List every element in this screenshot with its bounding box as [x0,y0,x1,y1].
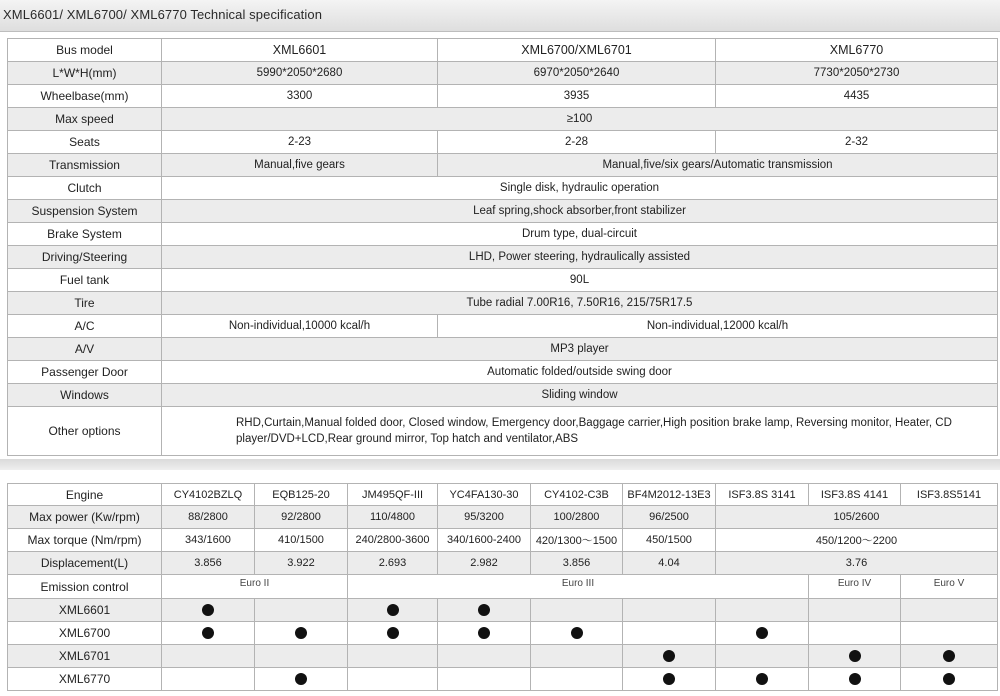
cell-value: 4435 [716,85,998,108]
cell-value: 2.982 [438,552,531,575]
model-engine-cell [438,668,531,691]
bullet-dot-icon [387,604,399,616]
cell-value: Tube radial 7.00R16, 7.50R16, 215/75R17.5 [162,292,998,315]
page-title: XML6601/ XML6700/ XML6770 Technical specification [3,7,323,22]
model-engine-cell [348,645,438,668]
cell-value: 3935 [438,85,716,108]
model-engine-cell [255,622,348,645]
cell-engine: BF4M2012-13E3 [623,484,716,506]
cell-value: Non-individual,12000 kcal/h [438,315,998,338]
bullet-dot-icon [663,650,675,662]
cell-value: 88/2800 [162,506,255,529]
model-row [8,645,998,668]
bullet-dot-icon [295,627,307,639]
cell-label: Fuel tank [8,269,162,292]
cell-label: Other options [8,407,162,456]
spec-row-clutch [8,177,998,200]
cell-label: Seats [8,131,162,154]
bullet-dot-icon [202,604,214,616]
cell-value: Sliding window [162,384,998,407]
cell-label: Transmission [8,154,162,177]
model-row [8,622,998,645]
model-engine-cell [623,599,716,622]
model-engine-cell [716,645,809,668]
model-engine-cell [809,599,901,622]
cell-model: XML6700/XML6701 [438,39,716,62]
cell-value: Leaf spring,shock absorber,front stabilizer [162,200,998,223]
model-row [8,599,998,622]
cell-engine: EQB125-20 [255,484,348,506]
spec-row-door [8,361,998,384]
cell-label: Passenger Door [8,361,162,384]
spec-row-transmission [8,154,998,177]
cell-label: Brake System [8,223,162,246]
cell-label: A/V [8,338,162,361]
model-engine-cell [901,599,998,622]
cell-value: 2-28 [438,131,716,154]
cell-value: 7730*2050*2730 [716,62,998,85]
engine-row-displacement [8,552,998,575]
bullet-dot-icon [756,673,768,685]
cell-model: XML6770 [716,39,998,62]
model-engine-cell [348,668,438,691]
cell-label: Emission control [8,575,162,599]
spec-row-other [8,407,998,456]
model-engine-cell [438,599,531,622]
bullet-dot-icon [663,673,675,685]
cell-label: Max speed [8,108,162,131]
cell-value: 5990*2050*2680 [162,62,438,85]
cell-value: Euro II [162,575,348,599]
engine-row-power [8,506,998,529]
model-row [8,668,998,691]
model-engine-cell [716,668,809,691]
model-name: XML6770 [8,668,162,691]
spec-row-header [8,39,998,62]
cell-label: Max torque (Nm/rpm) [8,529,162,552]
model-name: XML6700 [8,622,162,645]
engine-table [7,483,998,691]
cell-engine: ISF3.8S5141 [901,484,998,506]
cell-value: LHD, Power steering, hydraulically assisted [162,246,998,269]
cell-value: 4.04 [623,552,716,575]
cell-value: Euro IV [809,575,901,599]
cell-value: 240/2800-3600 [348,529,438,552]
cell-value: 3.922 [255,552,348,575]
cell-value: 90L [162,269,998,292]
model-rows [8,599,998,691]
cell-engine: ISF3.8S 4141 [809,484,901,506]
engine-row-torque [8,529,998,552]
cell-label: Driving/Steering [8,246,162,269]
model-engine-cell [255,599,348,622]
spec-row-windows [8,384,998,407]
cell-engine: CY4102-C3B [531,484,623,506]
spec-row-brake [8,223,998,246]
cell-label: Displacement(L) [8,552,162,575]
cell-value: 3.76 [716,552,998,575]
cell-label: A/C [8,315,162,338]
cell-value: 343/1600 [162,529,255,552]
engine-row-header [8,484,998,506]
bullet-dot-icon [478,627,490,639]
cell-label: Bus model [8,39,162,62]
bullet-dot-icon [571,627,583,639]
bullet-dot-icon [387,627,399,639]
model-engine-cell [531,645,623,668]
spec-row-av [8,338,998,361]
spec-row-tire [8,292,998,315]
model-engine-cell [348,622,438,645]
cell-value: 3.856 [531,552,623,575]
model-engine-cell [438,622,531,645]
cell-value: 96/2500 [623,506,716,529]
cell-value: 6970*2050*2640 [438,62,716,85]
model-engine-cell [255,668,348,691]
cell-value: 450/1500 [623,529,716,552]
cell-engine: YC4FA130-30 [438,484,531,506]
cell-value: MP3 player [162,338,998,361]
cell-value: 92/2800 [255,506,348,529]
model-engine-cell [438,645,531,668]
cell-label: Wheelbase(mm) [8,85,162,108]
model-engine-cell [623,645,716,668]
cell-value: 450/1200～2200 [716,529,998,552]
model-engine-cell [716,599,809,622]
model-engine-cell [623,622,716,645]
spec-row-wheelbase [8,85,998,108]
cell-value: 100/2800 [531,506,623,529]
spec-row-max-speed [8,108,998,131]
cell-engine: ISF3.8S 3141 [716,484,809,506]
cell-value: RHD,Curtain,Manual folded door, Closed window, Emergency door,Baggage carrier,High position brake lamp, Reversing monitor, Heater, CD player/DVD+LCD,Rear ground mirror, Top hatch and ventilator,ABS [162,407,998,456]
model-engine-cell [531,599,623,622]
bullet-dot-icon [756,627,768,639]
cell-label: Max power (Kw/rpm) [8,506,162,529]
cell-value: Manual,five/six gears/Automatic transmission [438,154,998,177]
bullet-dot-icon [943,650,955,662]
model-engine-cell [809,622,901,645]
cell-value: 2-32 [716,131,998,154]
cell-value: Manual,five gears [162,154,438,177]
model-engine-cell [901,668,998,691]
bullet-dot-icon [849,673,861,685]
model-engine-cell [255,645,348,668]
model-engine-cell [162,645,255,668]
cell-value: Drum type, dual-circuit [162,223,998,246]
spec-row-fuel [8,269,998,292]
cell-model: XML6601 [162,39,438,62]
bullet-dot-icon [478,604,490,616]
model-engine-cell [162,599,255,622]
bullet-dot-icon [849,650,861,662]
cell-value: Euro III [348,575,809,599]
model-engine-cell [901,645,998,668]
cell-label: Windows [8,384,162,407]
cell-value: Automatic folded/outside swing door [162,361,998,384]
spec-row-seats [8,131,998,154]
cell-value: 105/2600 [716,506,998,529]
spec-table [7,38,998,456]
cell-label: Suspension System [8,200,162,223]
cell-value: 340/1600-2400 [438,529,531,552]
model-engine-cell [348,599,438,622]
cell-value: Non-individual,10000 kcal/h [162,315,438,338]
cell-engine: CY4102BZLQ [162,484,255,506]
cell-label: Tire [8,292,162,315]
cell-label: L*W*H(mm) [8,62,162,85]
cell-value: 420/1300～1500 [531,529,623,552]
model-engine-cell [623,668,716,691]
cell-value: 2.693 [348,552,438,575]
bullet-dot-icon [295,673,307,685]
cell-value: Euro V [901,575,998,599]
bullet-dot-icon [943,673,955,685]
model-name: XML6701 [8,645,162,668]
engine-row-emission [8,575,998,599]
model-engine-cell [716,622,809,645]
model-engine-cell [531,668,623,691]
bullet-dot-icon [202,627,214,639]
spec-row-driving [8,246,998,269]
model-engine-cell [809,645,901,668]
spec-row-ac [8,315,998,338]
model-engine-cell [901,622,998,645]
cell-engine: JM495QF-III [348,484,438,506]
cell-value: ≥100 [162,108,998,131]
model-name: XML6601 [8,599,162,622]
cell-label: Engine [8,484,162,506]
spec-row-suspension [8,200,998,223]
cell-value: 410/1500 [255,529,348,552]
model-engine-cell [531,622,623,645]
panel-separator [0,459,1000,470]
cell-value: 2-23 [162,131,438,154]
title-bar [0,0,1000,32]
model-engine-cell [809,668,901,691]
cell-value: 110/4800 [348,506,438,529]
cell-value: Single disk, hydraulic operation [162,177,998,200]
model-engine-cell [162,668,255,691]
cell-value: 3.856 [162,552,255,575]
model-engine-cell [162,622,255,645]
cell-value: 95/3200 [438,506,531,529]
cell-label: Clutch [8,177,162,200]
cell-value: 3300 [162,85,438,108]
spec-row-dimensions [8,62,998,85]
